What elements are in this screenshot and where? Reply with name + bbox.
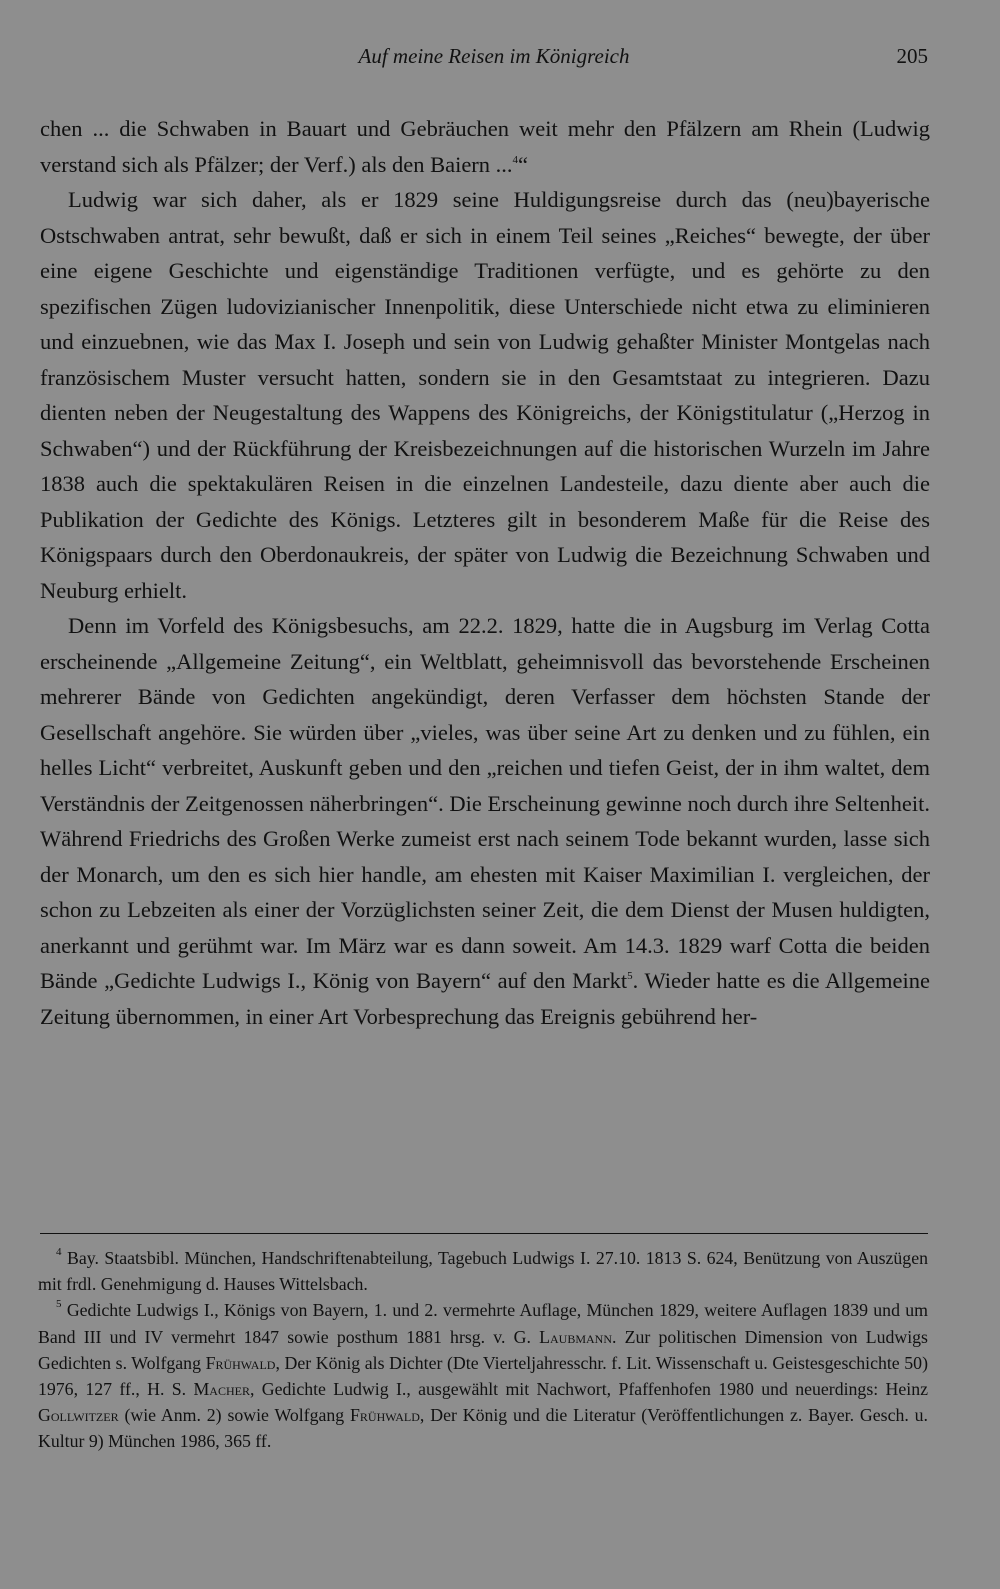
footnote-divider: [40, 1233, 928, 1234]
paragraph-3: [40, 608, 930, 1034]
paragraph-text: Denn im Vorfeld des Königsbesuchs, am 22.2. 1829, hatte die in Augsburg im Verlag Cotta erscheinende „Allgemeine Zeitung“, ein Weltblatt, geheimnisvoll das bevorstehende Erscheinen mehrerer Bände von Gedichten angekündigt, deren Verfasser dem höchsten Stande der Gesellschaft angehöre. Sie würden über „vieles, was über seine Art zu denken und zu fühlen, ein helles Licht“ verbreitet, Auskunft geben und den „reichen und tiefen Geist, der in ihm waltet, dem Verständnis der Zeitgenossen näherbringen“. Die Erscheinung gewinne noch durch ihre Seltenheit. Während Friedrichs des Großen Werke zumeist erst nach seinem Tode bekannt wurden, lasse sich der Monarch, um den es sich hier handle, am ehesten mit Kaiser Maximilian I. vergleichen, der schon zu Lebzeiten als einer der Vorzüglichsten seiner Zeit, die dem Dienst der Musen huldigten, anerkannt und gerühmt war. Im März war es dann soweit. Am 14.3. 1829 warf Cotta die beiden Bände „Gedichte Ludwigs I., König von Bayern“ auf den Markt: [40, 613, 930, 993]
author-name: Macher: [193, 1379, 250, 1400]
footnote-text: Bay. Staatsbibl. München, Handschriftenabteilung, Tagebuch Ludwigs I. 27.10. 1813 S. 624, Benützung von Auszügen mit frdl. Genehmigung d. Hauses Wittelsbach.: [38, 1248, 928, 1295]
paragraph-2: Ludwig war sich daher, als er 1829 seine Huldigungsreise durch das (neu)bayerische Ostschwaben antrat, sehr bewußt, daß er sich in einem Teil seines „Reiches“ bewegte, der über eine eigene Geschichte und eigenständige Traditionen verfügte, und es gehörte zu den spezifischen Zügen ludovizianischer Innenpolitik, diese Unterschiede nicht etwa zu eliminieren und einzuebnen, wie das Max I. Joseph und sein von Ludwig gehaßter Minister Montgelas nach französischem Muster versucht hatten, sondern sie in den Gesamtstaat zu integrieren. Dazu dienten neben der Neugestaltung des Wappens des Königreichs, der Königstitulatur („Herzog in Schwaben“) und der Rückführung der Kreisbezeichnungen auf die historischen Wurzeln im Jahre 1838 auch die spektakulären Reisen in die einzelnen Landesteile, dazu diente aber auch die Publikation der Gedichte des Königs. Letzteres gilt in besonderem Maße für die Reise des Königspaars durch den Oberdonaukreis, der später von Ludwig die Bezeichnung Schwaben und Neuburg erhielt.: [40, 187, 930, 603]
paragraph-text: chen ... die Schwaben in Bauart und Gebräuchen weit mehr den Pfälzern am Rhein (Ludwig verstand sich als Pfälzer; der Verf.) als den Baiern ...: [40, 116, 930, 177]
footnote-text: , Der König und die Literatur (Veröffentlichungen z. Bayer. Gesch. u. Kultur 9) München 1986, 365 ff.: [38, 1405, 928, 1452]
footnote-number: 5: [56, 1298, 62, 1311]
running-title: Auf meine Reisen im Königreich: [358, 44, 630, 68]
footnote-text: Gedichte Ludwigs I., Königs von Bayern, 1. und 2. vermehrte Auflage, München 1829, weitere Auflagen 1839 und um Band III und IV vermehrt 1847 sowie posthum 1881 hrsg. v. G.: [38, 1300, 928, 1347]
footnote-text: , Der König als Dichter (Dte Vierteljahresschr. f. Lit. Wissenschaft u. Geistesgeschichte 50) 1976, 127 ff., H. S.: [38, 1352, 928, 1400]
author-name: Gollwitzer: [38, 1405, 119, 1426]
author-name: Frühwald: [205, 1352, 276, 1373]
paragraph-text: . Wieder hatte es die Allgemeine Zeitung übernommen, in einer Art Vorbesprechung das Ereignis gebührend her-: [40, 968, 930, 1029]
footnote-ref-4[interactable]: 4: [512, 153, 519, 166]
footnote-5: [38, 1297, 928, 1454]
author-name: Frühwald: [350, 1405, 420, 1426]
footnote-text: . Zur politischen Dimension von Ludwigs Gedichten s. Wolfgang: [38, 1326, 928, 1373]
footnote-text: (wie Anm. 2) sowie Wolfgang: [118, 1405, 351, 1426]
footnote-number: 4: [56, 1246, 62, 1258]
paragraph-continuation: [40, 111, 930, 182]
closing-quote: “: [518, 151, 529, 177]
footnote-text: , Gedichte Ludwig I., ausgewählt mit Nachwort, Pfaffenhofen 1980 und neuerdings: Heinz: [249, 1379, 928, 1400]
footnote-ref-5[interactable]: 5: [627, 970, 633, 982]
footnote-4: [38, 1245, 928, 1297]
footnotes: [38, 1245, 928, 1455]
author-name: Laubmann: [539, 1326, 612, 1347]
main-text: [40, 111, 930, 1034]
running-header: [40, 44, 928, 76]
page-number: 205: [896, 44, 928, 68]
